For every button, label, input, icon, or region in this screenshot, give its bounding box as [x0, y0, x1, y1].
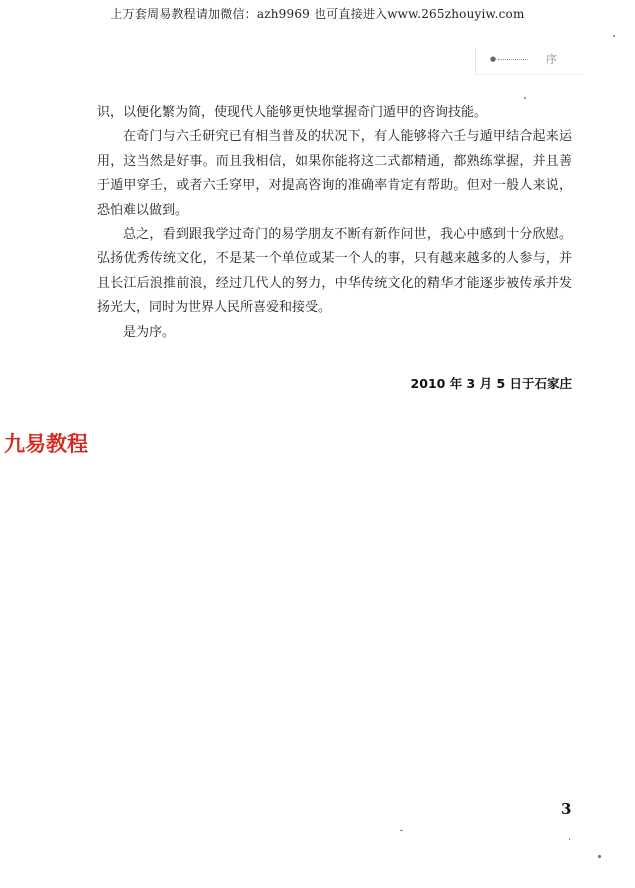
scan-speck	[524, 97, 526, 99]
paragraph: 在奇门与六壬研究已有相当普及的状况下，有人能够将六壬与遁甲结合起来运用，这当然是好事。而且我相信，如果你能将这二式都精通，都熟练掌握，并且善于遁甲穿壬，或者六壬穿甲，对提高咨询的准确率肯定有帮助。但对一般人来说，恐怕难以做到。	[97, 129, 572, 218]
preface-body	[97, 101, 572, 345]
paragraph-continuation: 识，以便化繁为简，使现代人能够更快地掌握奇门遁甲的咨询技能。	[97, 105, 488, 120]
watermark-banner: 上万套周易教程请加微信：azh9969 也可直接进入www.265zhouyiw.com	[110, 7, 525, 21]
page-number: 3	[561, 800, 572, 818]
running-header	[475, 48, 584, 75]
scan-speck	[400, 830, 403, 831]
bullet-icon: ●	[490, 55, 497, 63]
scan-speck	[613, 35, 615, 37]
paragraph: 总之，看到跟我学过奇门的易学朋友不断有新作问世，我心中感到十分欣慰。弘扬优秀传统文化，不是某一个单位或某一个人的事，只有越来越多的人参与，并且长江后浪推前浪，经过几代人的努力，中华传统文化的精华才能逐步被传承并发扬光大，同时为世界人民所喜爱和接受。	[97, 227, 572, 316]
header-rule	[498, 59, 528, 60]
red-stamp-label: 九易教程	[4, 432, 88, 456]
signature-date-place: 2010 年 3 月 5 日于石家庄	[410, 376, 572, 391]
paragraph-closing: 是为序。	[123, 324, 176, 340]
scan-speck	[598, 855, 601, 858]
running-header-title: 序	[546, 53, 557, 66]
scan-speck	[569, 838, 570, 840]
